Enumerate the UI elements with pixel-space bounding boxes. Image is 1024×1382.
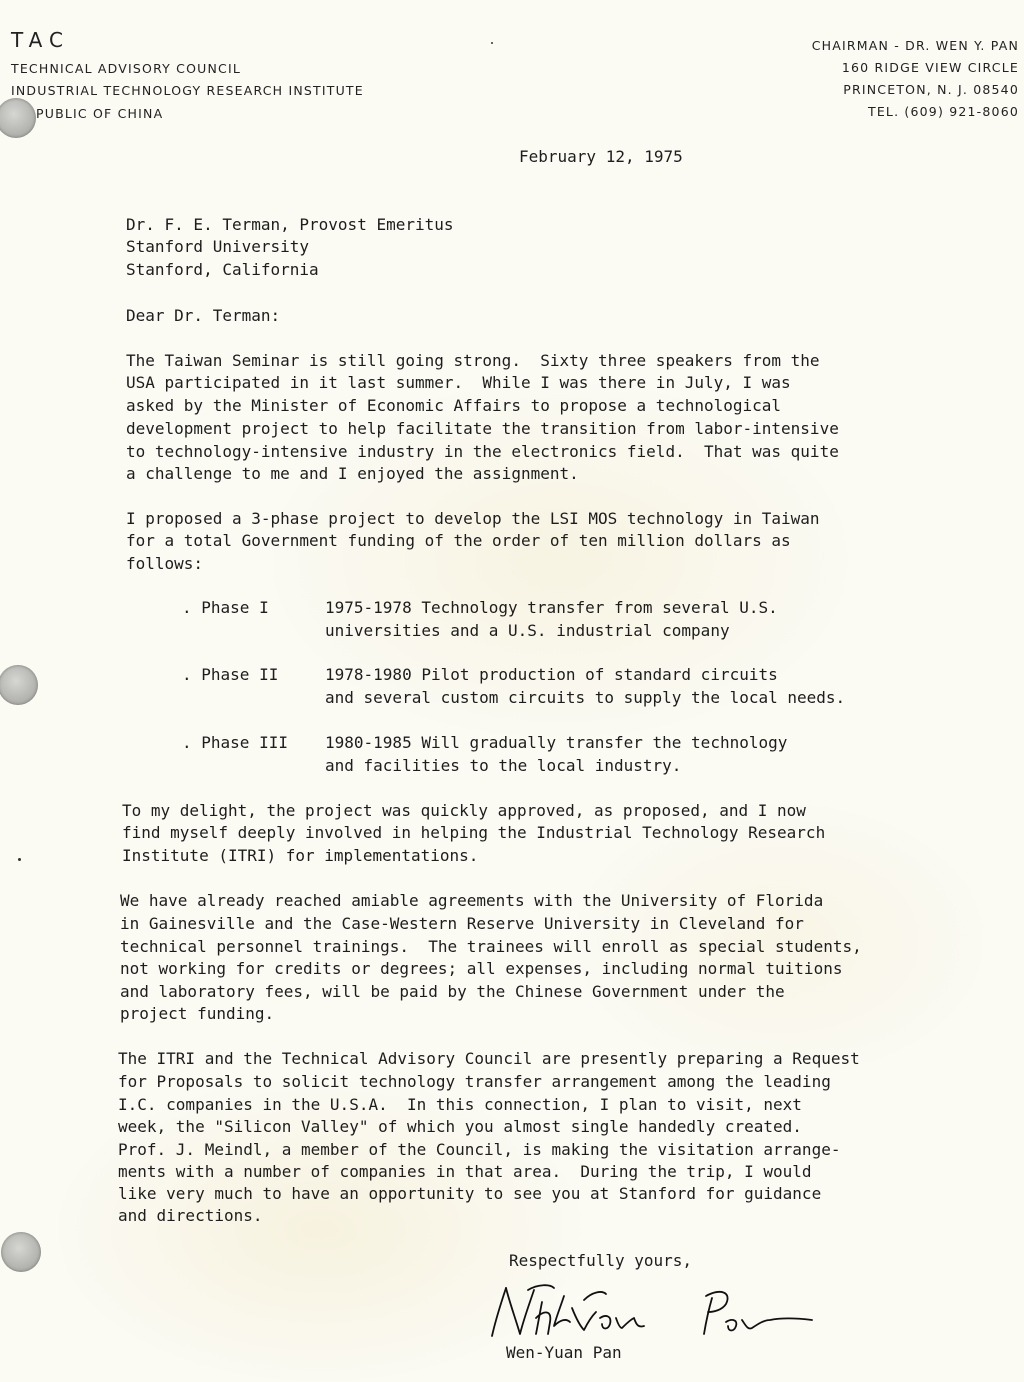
closing: Respectfully yours,	[509, 1251, 693, 1270]
phase-label: . Phase I	[182, 598, 269, 617]
paragraph-line: not working for credits or degrees; all expenses, including normal tuitions	[120, 959, 843, 978]
phase-description-line: and several custom circuits to supply the local needs.	[325, 688, 846, 707]
phase-label: . Phase III	[182, 733, 288, 752]
paragraph-line: like very much to have an opportunity to see you at Stanford for guidance	[118, 1184, 822, 1203]
recipient-line: Stanford, California	[126, 260, 319, 279]
paragraph-line: technical personnel trainings. The trainees will enroll as special students,	[120, 937, 862, 956]
paragraph-line: asked by the Minister of Economic Affairs to propose a technological	[126, 396, 782, 415]
paragraph-line: week, the "Silicon Valley" of which you almost single handedly created.	[118, 1117, 802, 1136]
paragraph-line: I proposed a 3-phase project to develop the LSI MOS technology in Taiwan	[126, 509, 820, 528]
phase-label: . Phase II	[182, 665, 279, 684]
punch-hole-middle	[0, 665, 38, 705]
recipient-line: Stanford University	[126, 237, 310, 256]
recipient-line: Dr. F. E. Terman, Provost Emeritus	[126, 215, 454, 234]
phase-description-line: universities and a U.S. industrial company	[325, 621, 730, 640]
paragraph-line: To my delight, the project was quickly approved, as proposed, and I now	[122, 801, 806, 820]
paragraph-line: The Taiwan Seminar is still going strong. Sixty three speakers from the	[126, 351, 820, 370]
phase-description-line: 1980-1985 Will gradually transfer the technology	[325, 733, 788, 752]
letterhead-org-acronym: TAC	[11, 28, 70, 52]
letterhead-city: PRINCETON, N. J. 08540	[843, 82, 1019, 97]
paragraph-line: development project to help facilitate the transition from labor-intensive	[126, 419, 839, 438]
paragraph-line: to technology-intensive industry in the electronics field. That was quite	[126, 442, 839, 461]
paragraph-line: and directions.	[118, 1206, 263, 1225]
salutation: Dear Dr. Terman:	[126, 306, 281, 325]
paragraph-line: and laboratory fees, will be paid by the Chinese Government under the	[120, 982, 785, 1001]
signer-name: Wen-Yuan Pan	[506, 1343, 622, 1362]
letterhead-org-name: TECHNICAL ADVISORY COUNCIL	[11, 61, 242, 76]
phase-description-line: 1975-1978 Technology transfer from several U.S.	[325, 598, 778, 617]
letterhead-org-institute: INDUSTRIAL TECHNOLOGY RESEARCH INSTITUTE	[11, 83, 364, 98]
punch-hole-top	[0, 98, 36, 138]
paper-speck	[18, 858, 21, 861]
paragraph-line: a challenge to me and I enjoyed the assignment.	[126, 464, 579, 483]
paragraph-line: for Proposals to solicit technology transfer arrangement among the leading	[118, 1072, 831, 1091]
phase-description-line: and facilities to the local industry.	[325, 756, 682, 775]
paragraph-line: project funding.	[120, 1004, 275, 1023]
paragraph-line: in Gainesville and the Case-Western Reserve University in Cleveland for	[120, 914, 804, 933]
paragraph-line: Prof. J. Meindl, a member of the Council, is making the visitation arrange-	[118, 1140, 841, 1159]
letterhead-phone: TEL. (609) 921-8060	[867, 104, 1019, 119]
punch-hole-bottom	[1, 1232, 41, 1272]
letter-date: February 12, 1975	[519, 147, 683, 166]
paper-speck	[491, 42, 493, 44]
letterhead-street: 160 RIDGE VIEW CIRCLE	[841, 60, 1019, 75]
paragraph-line: for a total Government funding of the order of ten million dollars as	[126, 531, 791, 550]
paragraph-line: USA participated in it last summer. While I was there in July, I was	[126, 373, 791, 392]
paragraph-line: The ITRI and the Technical Advisory Council are presently preparing a Request	[118, 1049, 860, 1068]
paragraph-line: find myself deeply involved in helping the Industrial Technology Research	[122, 823, 826, 842]
paragraph-line: I.C. companies in the U.S.A. In this connection, I plan to visit, next	[118, 1095, 802, 1114]
letterhead-chairman: CHAIRMAN - DR. WEN Y. PAN	[811, 38, 1019, 53]
paragraph-line: Institute (ITRI) for implementations.	[122, 846, 479, 865]
paragraph-line: We have already reached amiable agreements with the University of Florida	[120, 891, 824, 910]
paragraph-line: follows:	[126, 554, 204, 573]
phase-description-line: 1978-1980 Pilot production of standard circuits	[325, 665, 778, 684]
paragraph-line: ments with a number of companies in that area. During the trip, I would	[118, 1162, 812, 1181]
handwritten-signature	[480, 1278, 840, 1348]
letterhead-org-country: PUBLIC OF CHINA	[36, 106, 164, 121]
